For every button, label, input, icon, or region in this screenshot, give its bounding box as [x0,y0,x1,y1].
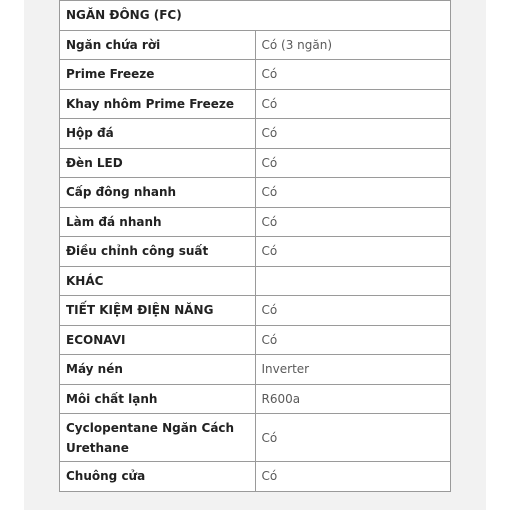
spec-value: Có [255,207,451,237]
spec-table [59,0,451,492]
spec-row [60,325,451,355]
section-row-freezer [60,1,451,31]
spec-value: Có [255,60,451,90]
section-header: NGĂN ĐÔNG (FC) [60,1,451,31]
spec-label: Làm đá nhanh [60,207,256,237]
spec-label: Máy nén [60,355,256,385]
spec-value: Có [255,89,451,119]
spec-row [60,462,451,492]
spec-value: Có [255,414,451,462]
spec-row [60,296,451,326]
spec-label: ECONAVI [60,325,256,355]
spec-row [60,355,451,385]
spec-row [60,178,451,208]
section-header: KHÁC [60,266,256,296]
spec-row [60,237,451,267]
spec-row [60,207,451,237]
spec-value: Có [255,178,451,208]
spec-value: Inverter [255,355,451,385]
spec-row [60,148,451,178]
spec-row [60,30,451,60]
spec-label: Đèn LED [60,148,256,178]
spec-row [60,60,451,90]
spec-label: Chuông cửa [60,462,256,492]
spec-row [60,89,451,119]
spec-label: Cyclopentane Ngăn Cách Urethane [60,414,256,462]
spec-label: Hộp đá [60,119,256,149]
spec-label: Môi chất lạnh [60,384,256,414]
spec-label: Cấp đông nhanh [60,178,256,208]
spec-value: R600a [255,384,451,414]
section-row-other [60,266,451,296]
spec-value: Có [255,119,451,149]
spec-label: Ngăn chứa rời [60,30,256,60]
spec-value [255,266,451,296]
spec-row [60,119,451,149]
spec-label: Khay nhôm Prime Freeze [60,89,256,119]
spec-label: Prime Freeze [60,60,256,90]
spec-label: TIẾT KIỆM ĐIỆN NĂNG [60,296,256,326]
spec-row [60,384,451,414]
spec-row [60,414,451,462]
spec-label: Điều chỉnh công suất [60,237,256,267]
spec-value: Có [255,325,451,355]
spec-value: Có [255,237,451,267]
spec-value: Có [255,148,451,178]
spec-value: Có [255,296,451,326]
spec-value: Có (3 ngăn) [255,30,451,60]
spec-value: Có [255,462,451,492]
